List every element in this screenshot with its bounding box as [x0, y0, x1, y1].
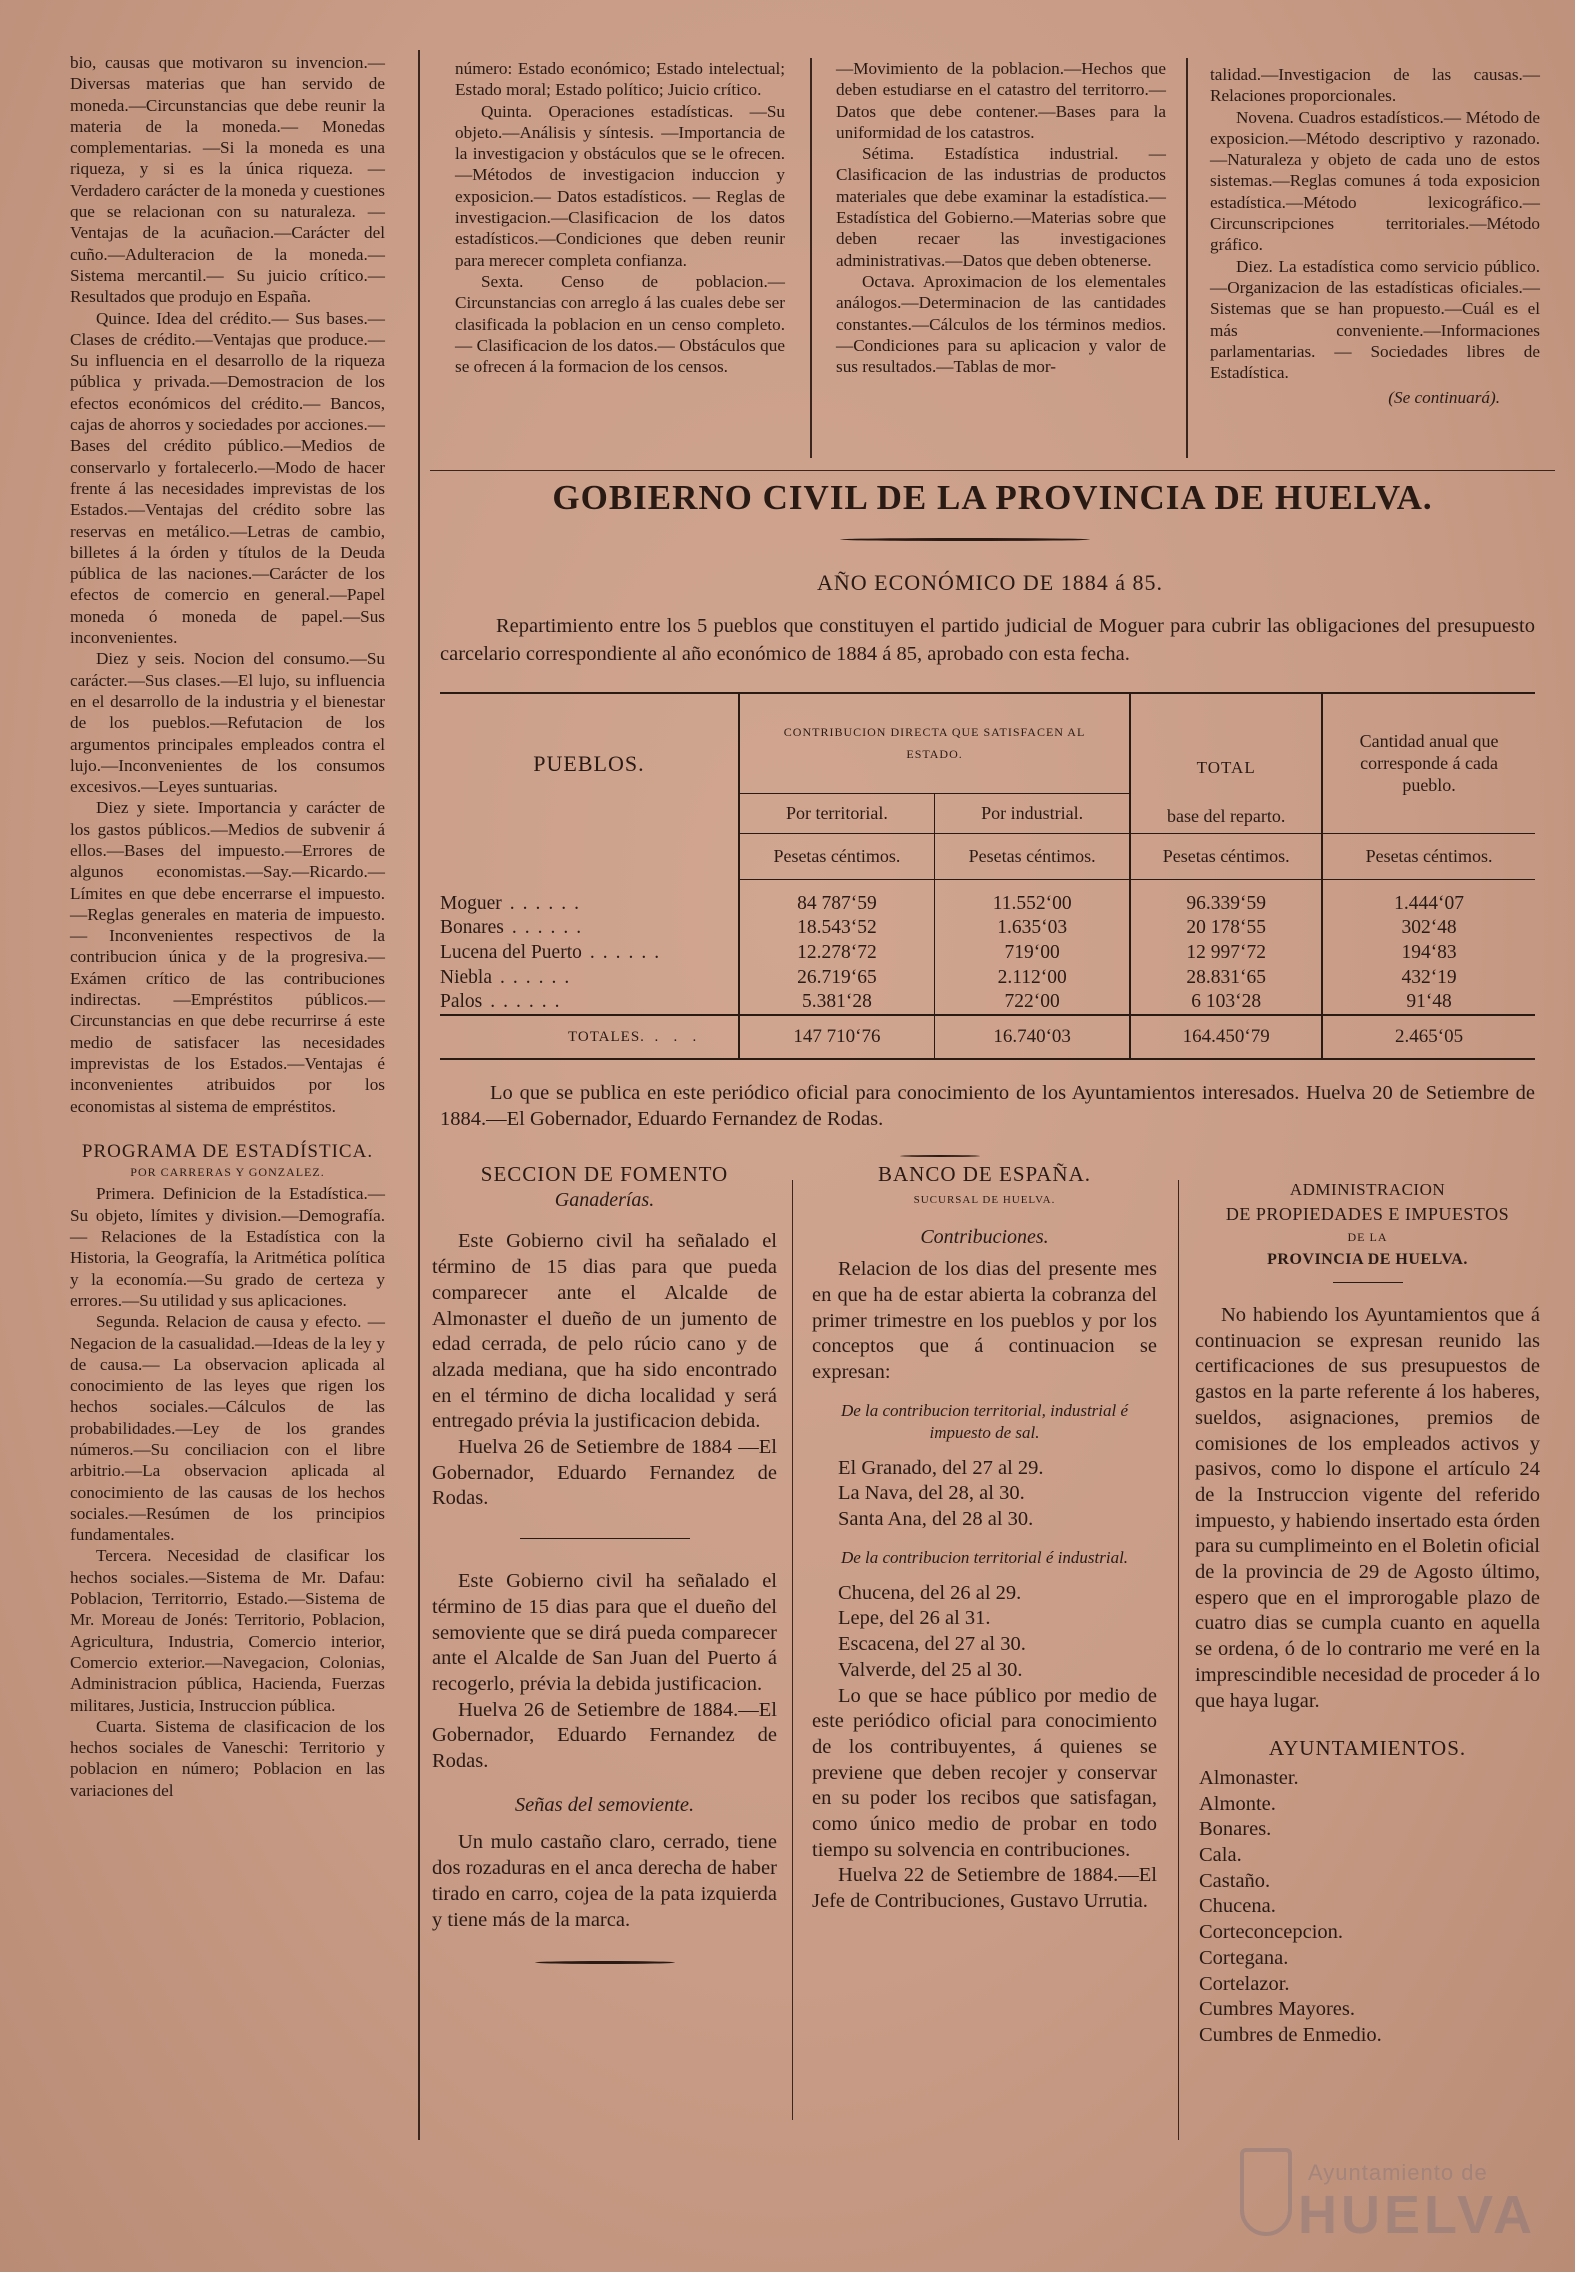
col3-paragraph: —Movimiento de la poblacion.—Hechos que deben estudiarse en el catastro del territorro.—Datos que debe contener.—Bases para la uniformidad de los catastros.	[836, 59, 1166, 142]
banco-item: La Nava, del 28, al 30.	[838, 1482, 1025, 1505]
fomento-notice: Este Gobierno civil ha señalado el término de 15 dias para que pueda comparecer ante el Alcalde de Almonaster el dueño de un jumento de edad cerrada, de pelo rúcio cano y de alzada mediana, que ha sido encontrado en el término de dicha localidad y será entregado prévia la justificacion debida.	[432, 1230, 777, 1433]
leader-dots: ......	[499, 966, 578, 988]
table-row	[440, 915, 1535, 940]
banco-title: BANCO DE ESPAÑA.	[877, 1162, 1091, 1186]
header-total	[1130, 693, 1322, 833]
ayuntamiento-item: Cumbres de Enmedio.	[1199, 2023, 1382, 2046]
cantidad-cell: 194‘83	[1401, 941, 1457, 963]
gobierno-title: GOBIERNO CIVIL DE LA PROVINCIA DE HUELVA.	[552, 478, 1433, 517]
banco-item: Lepe, del 26 al 31.	[838, 1607, 991, 1630]
col1-paragraph: Quince. Idea del crédito.— Sus bases.—Clases de crédito.—Ventajas que produce.—Su influencia en el desarrollo de la riqueza pública y privada.—Demostracion de los efectos económicos del crédito.— Bancos, cajas de ahorros y sociedades por acciones.—Bases del crédito público.—Medios de conservarlo y fortalecerlo.—Modo de hacer frente á las necesidades imprevistas de los Estados.—Ventajas del crédito sobre las reservas en metálico.—Letras de cambio, billetes á la órden y títulos de la Deuda pública de las naciones.—Carácter de los efectos de comercio en general.—Papel moneda ó moneda de papel.—Sus inconvenientes.	[70, 308, 385, 648]
territorial-cell: 84 787‘59	[739, 879, 935, 915]
ayuntamiento-item: Castaño.	[1199, 1869, 1271, 1892]
banco-item: Santa Ana, del 28 al 30.	[838, 1508, 1034, 1531]
ornament-rule	[900, 1155, 980, 1157]
column-divider	[1186, 58, 1188, 458]
admin-title-1: ADMINISTRACION	[1289, 1180, 1446, 1199]
archive-watermark	[1240, 2140, 1540, 2250]
total-cell: 20 178‘55	[1130, 915, 1322, 940]
senas-text: Un mulo castaño claro, cerrado, tiene dos rozaduras en el anca derecha de haber tirado en carro, cojea de la pata izquierda y tiene más de la marca.	[432, 1831, 777, 1931]
ayuntamiento-item: Cortegana.	[1199, 1946, 1289, 1969]
table-row	[440, 965, 1535, 990]
pueblo-cell: Bonares ......	[440, 915, 739, 940]
col4-paragraph: talidad.—Investigacion de las causas.—Relaciones proporcionales.	[1210, 65, 1540, 106]
total-cell: 12 997‘72	[1130, 940, 1322, 965]
table-row	[440, 990, 1535, 1015]
cantidad-cell: 302‘48	[1401, 916, 1457, 938]
units-cell: Pesetas céntimos.	[935, 833, 1131, 879]
admin-title-2: DE PROPIEDADES E IMPUESTOS	[1225, 1204, 1510, 1224]
fomento-signature: Huelva 26 de Setiembre de 1884 —El Gobernador, Eduardo Fernandez de Rodas.	[432, 1436, 777, 1510]
col1-paragraph: bio, causas que motivaron su invencion.—Diversas materias que han servido de moneda.—Circunstancias que debe reunir la materia de la moneda.— Monedas complementarias. —Si la moneda es una riqueza, y si es la única riqueza. — Verdadero carácter de la moneda y cuestiones que se relacionan con su naturaleza. —Ventajas de la acuñacion.—Carácter del cuño.—Adulteracion de la moneda.—Sistema mercantil.— Su juicio crítico.—Resultados que produjo en España.	[70, 53, 385, 307]
industrial-cell: 719‘00	[935, 940, 1131, 965]
leader-dots: ......	[511, 916, 590, 938]
col4-paragraph: Novena. Cuadros estadísticos.— Método de exposicion.—Método descriptivo y razonado.—Naturaleza y objeto de cada uno de estos sistemas.—Reglas comunes á toda exposicion estadística.—Método lexicográfico.—Circunscripciones territoriales.—Método gráfico.	[1210, 107, 1540, 255]
cantidad-cell: 91‘48	[1406, 991, 1452, 1012]
banco-section: Contribuciones.	[920, 1226, 1049, 1249]
header-industrial: Por industrial.	[935, 793, 1131, 833]
banco-item: Chucena, del 26 al 29.	[838, 1581, 1022, 1604]
territorial-cell: 12.278‘72	[739, 940, 935, 965]
industrial-cell: 2.112‘00	[935, 965, 1131, 990]
separator	[1333, 1282, 1403, 1283]
shield-icon	[1240, 2148, 1292, 2236]
units-blank	[440, 833, 739, 879]
section-rule	[430, 470, 1555, 471]
column-2	[455, 58, 785, 377]
ayuntamiento-item: Corteconcepcion.	[1199, 1921, 1344, 1944]
column-divider	[810, 58, 812, 458]
banco-item: Escacena, del 27 al 30.	[838, 1633, 1026, 1656]
banco-signature: Huelva 22 de Setiembre de 1884.—El Jefe de Contribuciones, Gustavo Urrutia.	[812, 1864, 1157, 1913]
banco-intro: Relacion de los dias del presente mes en que ha de estar abierta la cobranza del primer trimestre en los pueblos y por los conceptos que á continuacion se expresan:	[812, 1258, 1157, 1383]
total-total: 164.450‘79	[1130, 1015, 1322, 1059]
banco-group1-title: De la contribucion territorial, industrial é impuesto de sal.	[840, 1400, 1129, 1442]
watermark-big-text: HUELVA	[1298, 2185, 1536, 2245]
totals-row	[440, 1015, 1535, 1059]
separator	[520, 1538, 690, 1539]
column-4	[1210, 64, 1540, 409]
table-row	[440, 879, 1535, 915]
watermark-small-text: Ayuntamiento de	[1308, 2160, 1488, 2185]
banco-outro: Lo que se hace público por medio de este periódico oficial para conocimiento de los contribuyentes, á quienes se previene que deben recojer y conservar en su poder los recibos que satisfagan, como único medio de probar en todo tiempo su solvencia en contribuciones.	[812, 1684, 1157, 1861]
ayuntamiento-item: Cumbres Mayores.	[1199, 1998, 1356, 2021]
col2-paragraph: Sexta. Censo de poblacion.—Circunstancias con arreglo á las cuales debe ser clasificada la poblacion en un censo completo.— Clasificacion de los datos.— Obstáculos que se ofrecen á la formacion de los censos.	[455, 271, 785, 377]
header-pueblos: PUEBLOS.	[440, 693, 739, 833]
col2-paragraph: Quinta. Operaciones estadísticas. —Su objeto.—Análisis y síntesis. —Importancia de la investigacion y obstáculos que se le ofrecen.—Métodos de investigacion induccion y exposicion.— Datos estadísticos. — Reglas de investigacion.—Clasificacion de los datos estadísticos.—Condiciones que deben reunir para merecer completa confianza.	[455, 101, 785, 270]
gobierno-year: AÑO ECONÓMICO DE 1884 á 85.	[817, 570, 1163, 595]
col1-paragraph: Diez y seis. Nocion del consumo.—Su carácter.—Sus clases.—El lujo, su influencia en el desarrollo de la industria y el bienestar de los pueblos.—Refutacion de los argumentos principales empleados contra el lujo.—Inconvenientes de los consumos excesivos.—Leyes suntuarias.	[70, 649, 385, 797]
admin-column	[1195, 1178, 1540, 2049]
program-title: PROGRAMA DE ESTADÍSTICA.	[81, 1140, 374, 1162]
continues-note: (Se continuará).	[1388, 388, 1500, 408]
col1-paragraph: Diez y siete. Importancia y carácter de los gastos públicos.—Medios de subvenir á ellos.—Bases del impuesto.—Errores de algunos economistas.—Say.—Ricardo.— Límites en que debe encerrarse el impuesto.—Reglas generales en materia de impuesto.— Inconvenientes respectivos de la contribucion única y de la progresiva.—Exámen crítico de las contribuciones indirectas. —Empréstitos públicos.— Circunstancias en que debe recurrirse á este medio de satisfacer las necesidades imprevistas de los Estados.—Ventajas é inconvenientes atribuidos por los economistas al sistema de empréstitos.	[70, 798, 385, 1116]
total-territorial: 147 710‘76	[739, 1015, 935, 1059]
column-1	[70, 52, 385, 1801]
pueblo-cell: Lucena del Puerto ......	[440, 940, 739, 965]
pueblo-cell: Niebla ......	[440, 965, 739, 990]
ayuntamiento-item: Chucena.	[1199, 1895, 1276, 1918]
column-divider	[792, 1180, 793, 2120]
column-divider	[418, 50, 420, 2140]
admin-title-3: DE LA	[1347, 1230, 1388, 1244]
header-contribucion: CONTRIBUCION DIRECTA QUE SATISFACEN AL ESTADO.	[739, 693, 1130, 793]
header-total-sub: base del reparto.	[1166, 805, 1286, 826]
industrial-cell: 722‘00	[935, 990, 1131, 1015]
gobierno-intro: Repartimiento entre los 5 pueblos que constituyen el partido judicial de Moguer para cubrir las obligaciones del presupuesto carcelario correspondiente al año económico de 1884 á 85, aprobado con esta fecha.	[440, 615, 1535, 665]
territorial-cell: 5.381‘28	[739, 990, 935, 1015]
leader-dots: ......	[490, 991, 568, 1012]
banco-column	[812, 1162, 1157, 1915]
totals-label	[440, 1015, 739, 1059]
banco-group2-title: De la contribucion territorial é industrial.	[840, 1547, 1129, 1567]
ornament-rule	[535, 1961, 675, 1964]
leader-dots: ......	[589, 941, 668, 963]
banco-subtitle: SUCURSAL DE HUELVA.	[913, 1193, 1056, 1206]
admin-title-4: PROVINCIA DE HUELVA.	[1267, 1251, 1468, 1268]
table-row	[440, 940, 1535, 965]
col3-paragraph: Sétima. Estadística industrial. —Clasificacion de las industrias de productos materiales que debe examinar la estadística.— Estadística del Gobierno.—Materias sobre que deben recaer las investigaciones administrativas.—Datos que deben obtenerse.	[836, 144, 1166, 270]
territorial-cell: 18.543‘52	[739, 915, 935, 940]
ayuntamientos-title: AYUNTAMIENTOS.	[1268, 1736, 1467, 1761]
program-paragraph: Segunda. Relacion de causa y efecto. — Negacion de la casualidad.—Ideas de la ley y de causa.— La observacion aplicada al conocimiento de las leyes que rigen los hechos sociales.—Cálculos de las probabilidades.—Ley de los grandes números.—Su conciliacion con el libre arbitrio.—La observacion aplicada al conocimiento de las causas de los hechos sociales.—Resúmen de los principios fundamentales.	[70, 1312, 385, 1545]
senas-title: Señas del semoviente.	[514, 1793, 695, 1816]
units-cell: Pesetas céntimos.	[739, 833, 935, 879]
program-paragraph: Cuarta. Sistema de clasificacion de los hechos sociales de Vaneschi: Territorio y poblacion en número; Poblacion en las variaciones del	[70, 1716, 385, 1800]
ornament-rule	[840, 538, 1090, 541]
total-cantidad: 2.465‘05	[1322, 1015, 1535, 1059]
fomento-column	[432, 1162, 777, 1964]
column-3	[836, 58, 1166, 377]
column-divider	[1178, 1180, 1179, 2140]
cantidad-cell: 432‘19	[1401, 966, 1457, 988]
industrial-cell: 11.552‘00	[935, 879, 1131, 915]
admin-body: No habiendo los Ayuntamientos que á continuacion se expresan reunido las certificaciones de sus presupuestos de gastos en la parte referente á los haberes, sueldos, asignaciones, premios de comisiones de los empleados activos y pasivos, como lo dispone el artículo 24 de la Instruccion vigente del referido impuesto, y habiendo insertado esta órden para su cumplimeinto en el Boletin oficial de la provincia de 29 de Agosto último, espero que en el improrogable plazo de cuatro dias se cumpla cuanto en aquella se ordena, ó de lo contrario me veré en la imprescindible necesidad de proceder á lo que haya lugar.	[1195, 1304, 1540, 1712]
header-cantidad: Cantidad anual que corresponde á cada pueblo.	[1359, 731, 1499, 796]
totals-label-text: TOTALES.	[568, 1028, 645, 1045]
fomento-title: SECCION DE FOMENTO	[480, 1162, 729, 1186]
banco-item: Valverde, del 25 al 30.	[838, 1658, 1023, 1681]
leader-dots: ......	[509, 893, 587, 914]
totals-label-dots: . . .	[649, 1028, 698, 1045]
program-author: POR CARRERAS Y GONZALEZ.	[130, 1165, 325, 1180]
ayuntamiento-item: Cortelazor.	[1199, 1972, 1290, 1995]
header-territorial: Por territorial.	[739, 793, 935, 833]
cantidad-cell: 1.444‘07	[1394, 893, 1464, 914]
col3-paragraph: Octava. Aproximacion de los elementales análogos.—Determinacion de las cantidades constantes.—Cálculos de los términos medios.—Condiciones para su aplicacion y valor de sus resultados.—Tablas de mor-	[836, 271, 1166, 377]
fomento-signature: Huelva 26 de Setiembre de 1884.—El Gobernador, Eduardo Fernandez de Rodas.	[432, 1698, 777, 1773]
col4-paragraph: Diez. La estadística como servicio público.—Organizacion de las estadísticas oficiales.—Sistemas que se han propuesto.—Cuál es el más conveniente.—Informaciones parlamentarias. — Sociedades libres de Estadística.	[1210, 256, 1540, 383]
territorial-cell: 26.719‘65	[739, 965, 935, 990]
banco-item: El Granado, del 27 al 29.	[838, 1456, 1044, 1479]
gobierno-footer: Lo que se publica en este periódico oficial para conocimiento de los Ayuntamientos interesados. Huelva 20 de Setiembre de 1884.—El Gobernador, Eduardo Fernandez de Rodas.	[440, 1082, 1535, 1130]
repartimiento-table	[440, 692, 1535, 1060]
fomento-subtitle: Ganaderías.	[554, 1188, 655, 1211]
pueblo-cell: Moguer ......	[440, 879, 739, 915]
ayuntamiento-item: Bonares.	[1199, 1818, 1272, 1841]
industrial-cell: 1.635‘03	[935, 915, 1131, 940]
table-body	[440, 879, 1535, 1015]
units-cell: Pesetas céntimos.	[1130, 833, 1322, 879]
ayuntamiento-item: Cala.	[1199, 1844, 1242, 1867]
ayuntamiento-item: Almonte.	[1199, 1792, 1276, 1815]
total-cell: 28.831‘65	[1130, 965, 1322, 990]
col2-paragraph: número: Estado económico; Estado intelectual; Estado moral; Estado político; Juicio crítico.	[455, 59, 785, 100]
program-paragraph: Primera. Definicion de la Estadística.—Su objeto, límites y division.—Demografía.— Relaciones de la Estadística con la Historia, la Geografía, la Aritmética política y la economía.—Su grado de certeza y errores.—Su utilidad y sus aplicaciones.	[70, 1184, 385, 1310]
program-paragraph: Tercera. Necesidad de clasificar los hechos sociales.—Sistema de Mr. Dafau: Poblacion, Territorrio, Estado.—Sistema de Mr. Moreau de Jonés: Territorio, Poblacion, Agricultura, Industria, Comercio interior, Comercio exterior.—Navegacion, Colonias, Administracion pública, Hacienda, Fuerzas militares, Justicia, Instruccion pública.	[70, 1546, 385, 1715]
header-total-top: TOTAL	[1196, 757, 1256, 777]
total-cell: 96.339‘59	[1130, 879, 1322, 915]
ayuntamiento-item: Almonaster.	[1199, 1766, 1299, 1789]
pueblo-cell: Palos ......	[440, 990, 739, 1015]
total-cell: 6 103‘28	[1130, 990, 1322, 1015]
total-industrial: 16.740‘03	[935, 1015, 1131, 1059]
fomento-notice: Este Gobierno civil ha señalado el término de 15 dias para que el dueño del semoviente que se dirá pueda comparecer ante el Alcalde de San Juan del Puerto á recogerlo, prévia la debida justificacion.	[432, 1570, 777, 1695]
units-cell: Pesetas céntimos.	[1322, 833, 1535, 879]
